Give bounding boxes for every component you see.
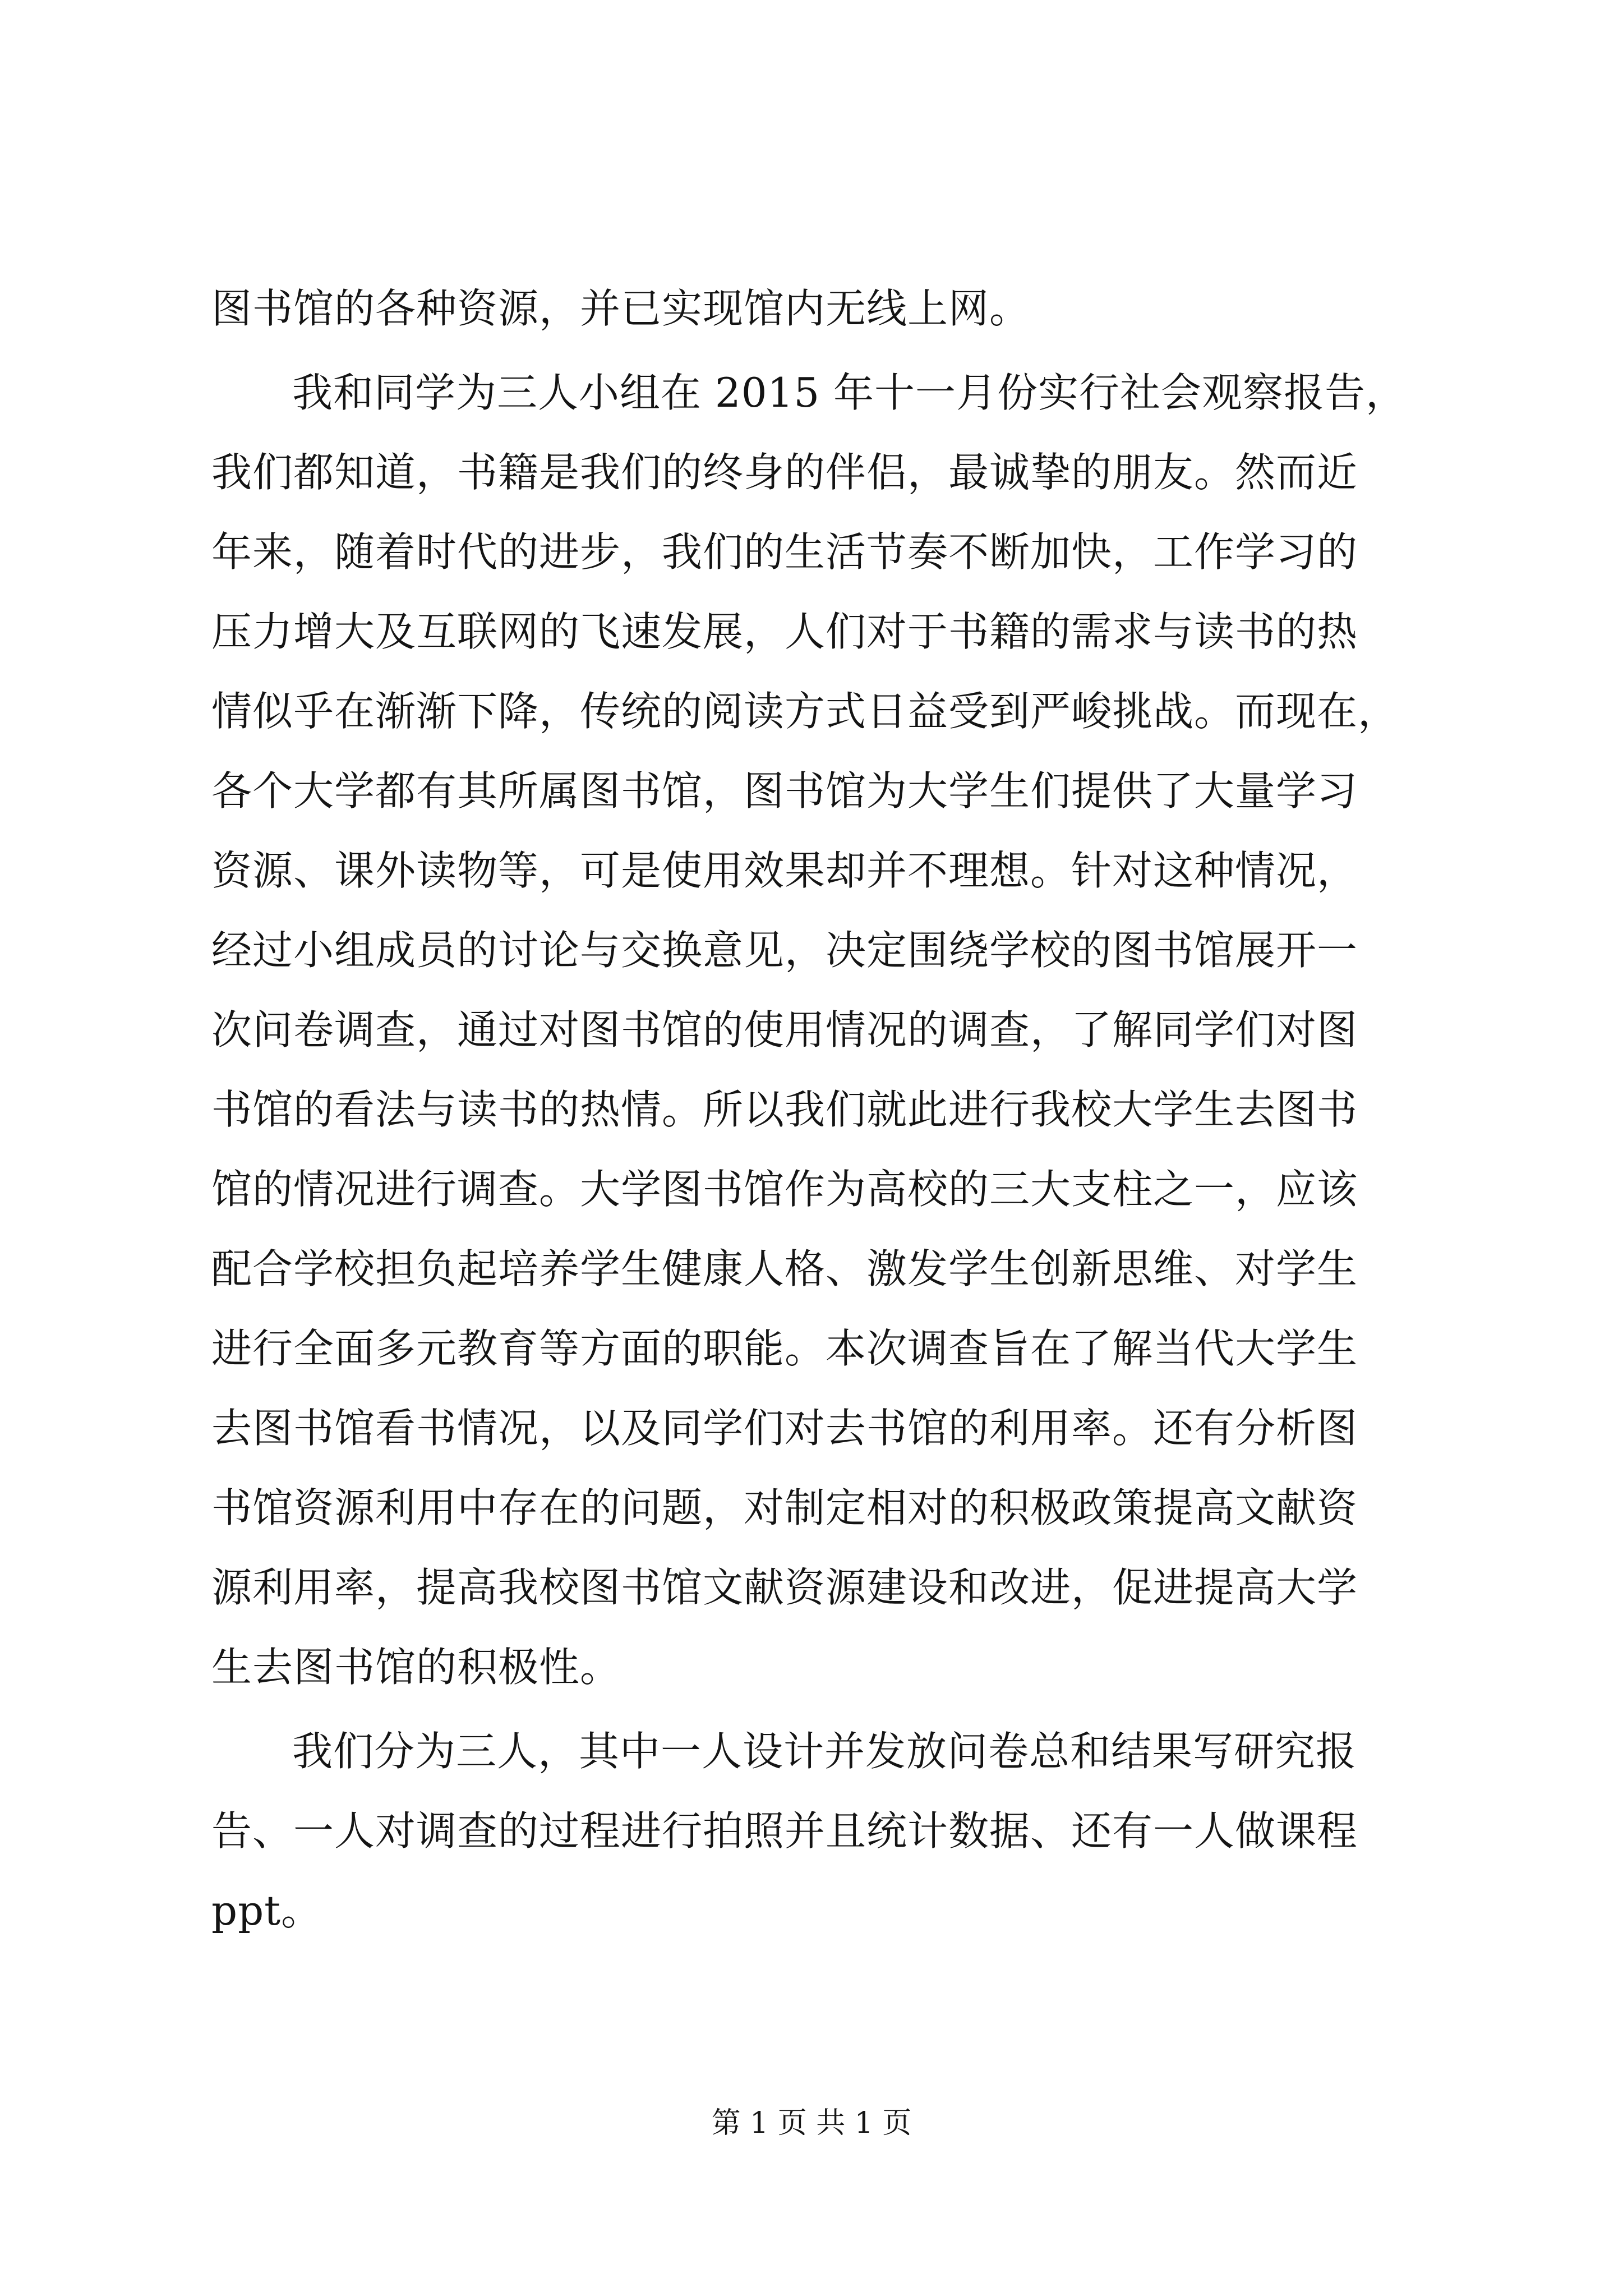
text-line: ppt。 [211, 1887, 322, 1934]
text-line: 年来，随着时代的进步，我们的生活节奏不断加快，工作学习的 [211, 528, 1358, 576]
page-footer: 第 1 页 共 1 页 [711, 2106, 912, 2140]
text-line: 次问卷调查，通过对图书馆的使用情况的调查，了解同学们对图 [211, 1006, 1358, 1053]
text-line: 经过小组成员的讨论与交换意见，决定围绕学校的图书馆展开一 [211, 927, 1358, 974]
text-line: 情似乎在渐渐下降，传统的阅读方式日益受到严峻挑战。而现在， [211, 688, 1399, 735]
text-line: 去图书馆看书情况，以及同学们对去书馆的利用率。还有分析图 [211, 1405, 1358, 1452]
text-line: 进行全面多元教育等方面的职能。本次调查旨在了解当代大学生 [211, 1325, 1358, 1372]
text-line: 我们都知道，书籍是我们的终身的伴侣，最诚挚的朋友。然而近 [211, 449, 1358, 496]
text-line: 生去图书馆的积极性。 [211, 1644, 621, 1691]
paragraph-start-line: 我和同学为三人小组在 2015 年十一月份实行社会观察报告， [292, 369, 1407, 416]
text-line: 配合学校担负起培养学生健康人格、激发学生创新思维、对学生 [211, 1245, 1358, 1292]
text-line: 资源、课外读物等，可是使用效果却并不理想。针对这种情况， [211, 847, 1358, 894]
text-line: 图书馆的各种资源，并已实现馆内无线上网。 [211, 285, 1031, 332]
text-line: 压力增大及互联网的飞速发展，人们对于书籍的需求与读书的热 [211, 608, 1358, 655]
text-line: 源利用率，提高我校图书馆文献资源建设和改进，促进提高大学 [211, 1564, 1358, 1611]
text-line: 书馆资源利用中存在的问题，对制定相对的积极政策提高文献资 [211, 1484, 1358, 1531]
text-line: 告、一人对调查的过程进行拍照并且统计数据、还有一人做课程 [211, 1807, 1358, 1855]
text-line: 馆的情况进行调查。大学图书馆作为高校的三大支柱之一，应该 [211, 1166, 1358, 1213]
paragraph-start-line: 我们分为三人，其中一人设计并发放问卷总和结果写研究报 [292, 1728, 1357, 1775]
text-line: 各个大学都有其所属图书馆，图书馆为大学生们提供了大量学习 [211, 767, 1358, 815]
text-line: 书馆的看法与读书的热情。所以我们就此进行我校大学生去图书 [211, 1086, 1358, 1133]
